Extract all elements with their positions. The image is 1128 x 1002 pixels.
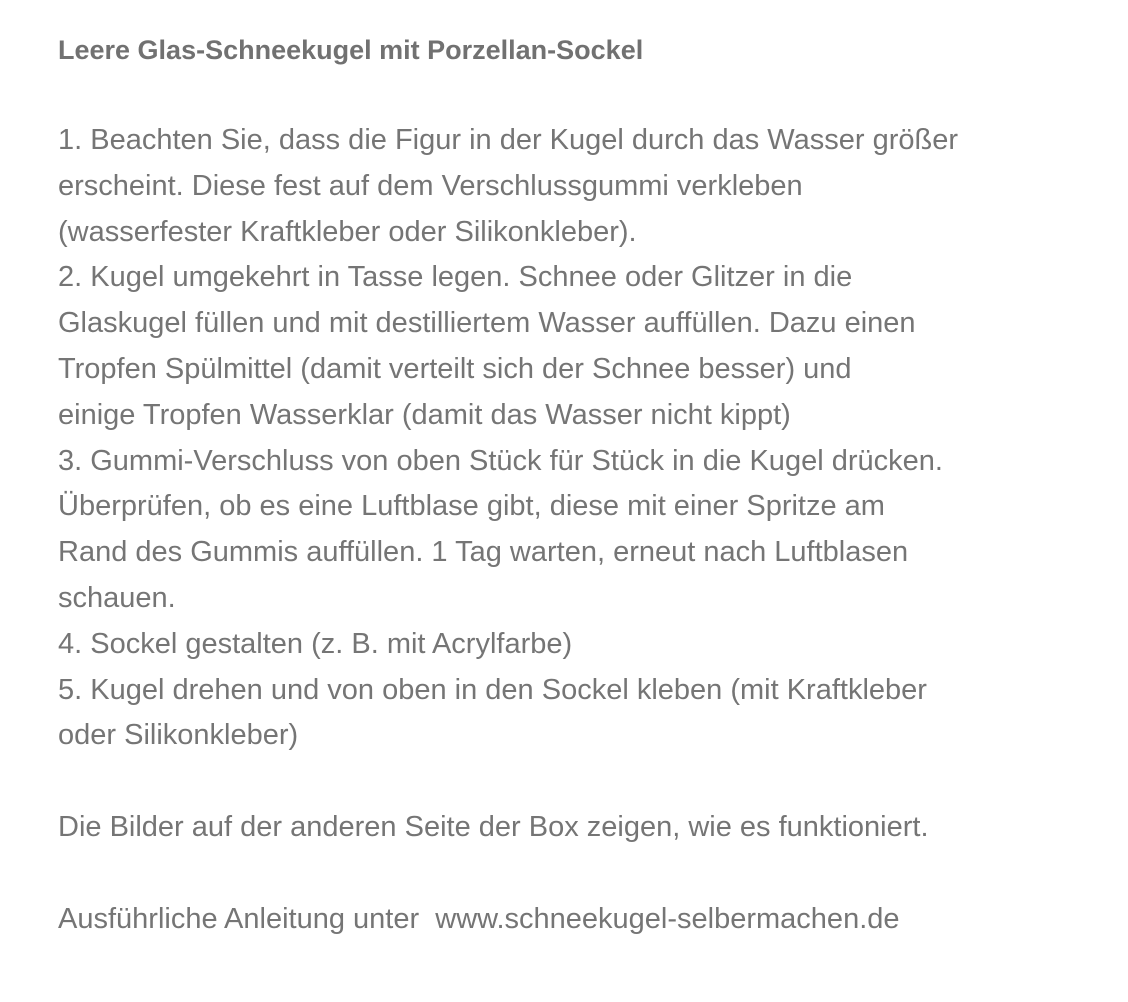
step-1-line-3: (wasserfester Kraftkleber oder Silikonkleber).	[58, 215, 637, 248]
step-5-line-2: oder Silikonkleber)	[58, 719, 299, 752]
step-1-line-1: 1. Beachten Sie, dass die Figur in der Kugel durch das Wasser größer	[58, 124, 958, 156]
step-3-line-2: Überprüfen, ob es eine Luftblase gibt, diese mit einer Spritze am	[58, 490, 885, 523]
instruction-document	[58, 28, 1118, 943]
step-3-line-3: Rand des Gummis auffüllen. 1 Tag warten, erneut nach Luftblasen	[58, 536, 909, 569]
step-5-line-1: 5. Kugel drehen und von oben in den Sockel kleben (mit Kraftkleber	[58, 673, 927, 706]
step-2-line-1: 2. Kugel umgekehrt in Tasse legen. Schnee oder Glitzer in die	[58, 261, 853, 294]
instruction-steps	[58, 118, 1118, 759]
document-title: Leere Glas-Schneekugel mit Porzellan-Sockel	[58, 35, 644, 65]
guide-website-link[interactable]: www.schneekugel-selbermachen.de	[435, 902, 900, 935]
step-2-line-2: Glaskugel füllen und mit destilliertem Wasser auffüllen. Dazu einen	[58, 307, 916, 340]
step-4-line-1: 4. Sockel gestalten (z. B. mit Acrylfarbe)	[58, 627, 573, 660]
detailed-guide-line	[58, 897, 1118, 943]
step-2-line-4: einige Tropfen Wasserklar (damit das Wasser nicht kippt)	[58, 398, 791, 431]
box-images-note: Die Bilder auf der anderen Seite der Box zeigen, wie es funktioniert.	[58, 811, 929, 844]
step-3-line-4: schauen.	[58, 581, 176, 614]
step-1-line-2: erscheint. Diese fest auf dem Verschlussgummi verkleben	[58, 169, 803, 202]
step-2-line-3: Tropfen Spülmittel (damit verteilt sich der Schnee besser) und	[58, 352, 852, 385]
step-3-line-1: 3. Gummi-Verschluss von oben Stück für Stück in die Kugel drücken.	[58, 444, 943, 477]
detailed-guide-label: Ausführliche Anleitung unter	[58, 902, 436, 935]
